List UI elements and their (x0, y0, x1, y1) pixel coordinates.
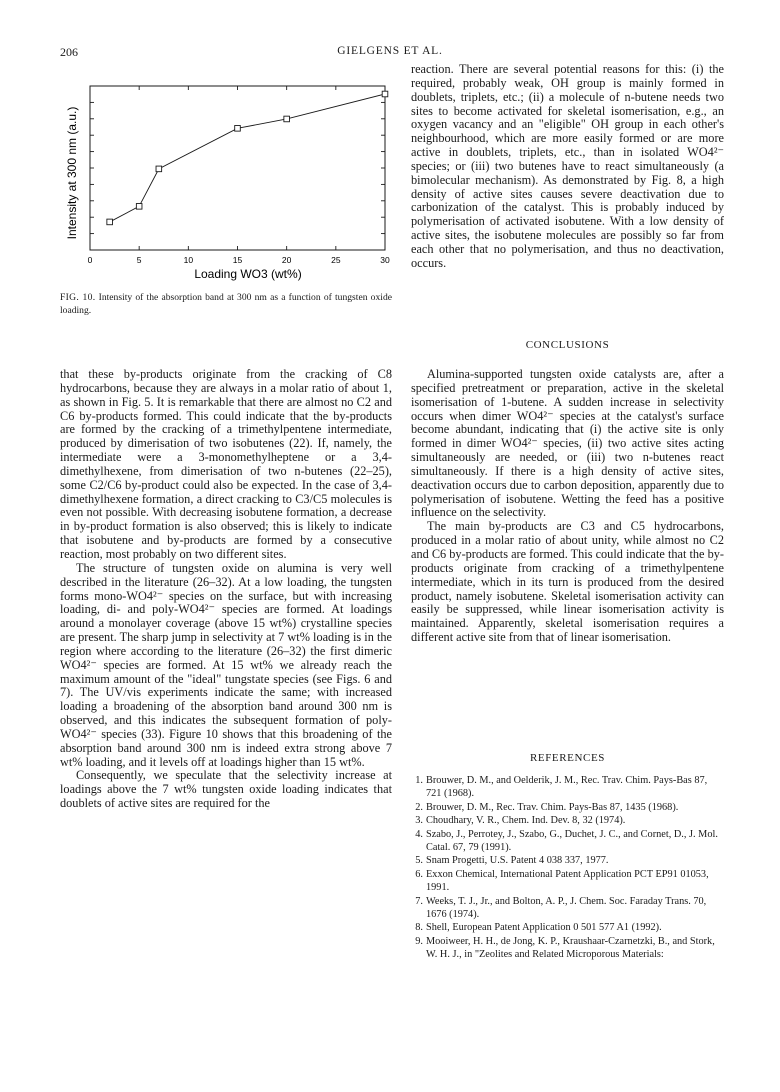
conclusions-body (411, 368, 724, 645)
figure-10-chart (60, 78, 395, 283)
series-line (110, 94, 385, 222)
x-tick-label: 0 (87, 255, 93, 265)
x-tick-label: 5 (136, 255, 142, 265)
body-paragraph: The structure of tungsten oxide on alumina is very well described in the literature (26–32). At a low loading, the tungsten forms mono-WO4²⁻ species on the surface, but with increasing loading, di- and poly-WO4²⁻ species are formed. At loadings around a monolayer coverage (above 15 wt%) crystalline species are present. The sharp jump in selectivity at 7 wt% loading is in the region where according to the literature (26–32) the first dimeric WO4²⁻ species are formed. At 15 wt% we already reach the maximum amount of the "ideal" tungstate species (see Figs. 6 and 7). The UV/vis experiments indicate the same; with increased loading a broadening of the absorption band around 300 nm is observed, and this indicates the subsequent formation of poly-WO4²⁻ species (33). Figure 10 shows that this broadening of the absorption band around 300 nm is indeed extra strong above 7 wt% loading, and it levels off at loadings higher than 15 wt%. (60, 560, 392, 769)
body-paragraph: reaction. There are several potential reasons for this: (i) the required, probably weak, OH group is mainly formed in doublets, triplets, etc.; (ii) a molecule of n-butene needs two sites to become activated for skeletal isomerisation, e.g., an oxygen vacancy and an "eligible" OH group in each other's neighbourhood, which are more easily formed or are more active in doublets, triplets, etc., than in isolated WO4²⁻ species; or (iii) two butenes have to react simultaneously (a bimolecular mechanism). As demonstrated by Fig. 8, a high density of active sites causes severe deactivation due to carbonization of the catalyst. This is probably induced by polymerisation of activated isobutene. With a low density of active sites, the isobutene molecules are possibly so far from each other that no polymerisation, and thus no deactivation, occurs. (411, 62, 724, 270)
reference-text: Snam Progetti, U.S. Patent 4 038 337, 1977. (426, 855, 609, 867)
reference-text: Brouwer, D. M., and Oelderik, J. M., Rec. Trav. Chim. Pays-Bas 87, 721 (1968). (426, 775, 708, 800)
data-point (136, 204, 142, 210)
reference-number: 8. (415, 922, 423, 934)
y-axis-label: Intensity at 300 nm (a.u.) (65, 106, 79, 240)
reference-text: Weeks, T. J., Jr., and Bolton, A. P., J. Chem. Soc. Faraday Trans. 70, 1676 (1974). (426, 895, 707, 921)
reference-text: Mooiweer, H. H., de Jong, K. P., Kraushaar-Czarnetzki, B., and Stork, W. H. J., in "Zeolites and Related Microporous Materials: (426, 935, 715, 961)
data-point (235, 126, 241, 132)
x-tick-label: 20 (281, 255, 292, 265)
references-heading: REFERENCES (529, 752, 606, 764)
running-head: GIELGENS ET AL. (337, 45, 443, 57)
data-point (156, 166, 162, 172)
data-point (382, 91, 388, 97)
reference-text: Brouwer, D. M., Rec. Trav. Chim. Pays-Bas 87, 1435 (1968). (426, 801, 679, 813)
plot-frame (90, 86, 385, 250)
page-number: 206 (60, 45, 78, 59)
figure-caption-text: Intensity of the absorption band at 300 nm as a function of tungsten oxide loading. (60, 292, 392, 316)
reference-item (411, 854, 724, 867)
x-tick-label: 30 (380, 255, 390, 265)
body-paragraph: that these by-products originate from the cracking of C8 hydrocarbons, because they are always in a molar ratio of about 1, as shown in Fig. 5. It is remarkable that there are almost no C2 and C6 by-products formed. This could indicate that the by-products are formed by the cracking of a trimethylpentene intermediate, produced by dimerisation of two isobutenes (22). If, namely, the intermediate were a 3-monomethylheptene or a 3,4-dimethylhexene, from dimerisation of two n-butenes (22–25), some C2/C6 by-product could also be expected. In the case of 3,4-dimethylhexene formation, a direct cracking to C3/C5 molecules is even not possible. With decreasing isobutene formation, a decrease in by-product formation is also observed; this is likely to indicate that isobutene and by-products are formed by a consecutive reaction, most probably on two different sites. (60, 367, 392, 561)
reference-text: Shell, European Patent Application 0 501 577 A1 (1992). (426, 922, 662, 934)
data-point (284, 116, 290, 122)
reference-number: 3. (415, 815, 423, 827)
reference-item (411, 868, 724, 895)
reference-item (411, 895, 724, 922)
reference-item (411, 774, 724, 801)
figure-caption (60, 291, 392, 317)
reference-number: 6. (415, 868, 423, 880)
body-paragraph: Consequently, we speculate that the selectivity increase at loadings above the 7 wt% tungsten oxide loading indicates that doublets of active sites are required for the (60, 768, 392, 811)
reference-number: 7. (415, 895, 423, 907)
reference-item (411, 921, 724, 934)
conclusions-paragraph: The main by-products are C3 and C5 hydrocarbons, produced in a molar ratio of about unity, while almost no C2 and C6 by-products are formed. This could indicate that the by-products originate from cracking of a trimethylpentene intermediate, which in its turn is produced from the desired product, namely isobutene. Skeletal isomerisation activity can easily be suppressed, while linear isomerisation activity is maintained. Apparently, skeletal isomerisation requires a different active site from that of linear isomerisation. (411, 519, 724, 645)
conclusions-paragraph: Alumina-supported tungsten oxide catalysts are, after a specified pretreatment or preparation, active in the skeletal isomerisation of 1-butene. A sudden increase in selectivity occurs when dimer WO4²⁻ species at the catalyst's surface become abundant, indicating that (i) the active site is only formed in dimer WO4²⁻ species, (ii) two active sites acting simultaneously are needed, or (iii) two n-butenes react simultaneously. If there is a high density of active sites, deactivation occurs due to carbon deposition, apparently due to polymerisation of isobutene. Wetting the feed has a positive influence on the selectivity. (411, 367, 724, 520)
left-column-body (60, 368, 392, 811)
reference-item (411, 828, 724, 855)
reference-item (411, 801, 724, 814)
reference-text: Szabo, J., Perrotey, J., Szabo, G., Duchet, J. C., and Cornet, D., J. Mol. Catal. 67, 79 (1991). (426, 828, 718, 854)
reference-item (411, 935, 724, 962)
conclusions-heading: CONCLUSIONS (525, 339, 610, 351)
data-point (107, 219, 113, 225)
reference-text: Choudhary, V. R., Chem. Ind. Dev. 8, 32 (1974). (426, 815, 626, 827)
right-column-top (411, 63, 724, 271)
x-tick-label: 10 (183, 255, 194, 265)
x-axis-label: Loading WO3 (wt%) (194, 267, 302, 281)
reference-number: 2. (415, 801, 423, 813)
references-list (411, 774, 724, 962)
figure-caption-label: FIG. 10. (60, 292, 96, 303)
x-tick-label: 25 (331, 255, 341, 265)
reference-number: 1. (415, 775, 423, 786)
x-tick-label: 15 (232, 255, 243, 265)
reference-text: Exxon Chemical, International Patent Application PCT EP91 01053, 1991. (426, 868, 709, 894)
reference-number: 5. (415, 855, 423, 867)
reference-number: 9. (415, 935, 423, 947)
reference-item (411, 814, 724, 827)
reference-number: 4. (415, 828, 423, 840)
